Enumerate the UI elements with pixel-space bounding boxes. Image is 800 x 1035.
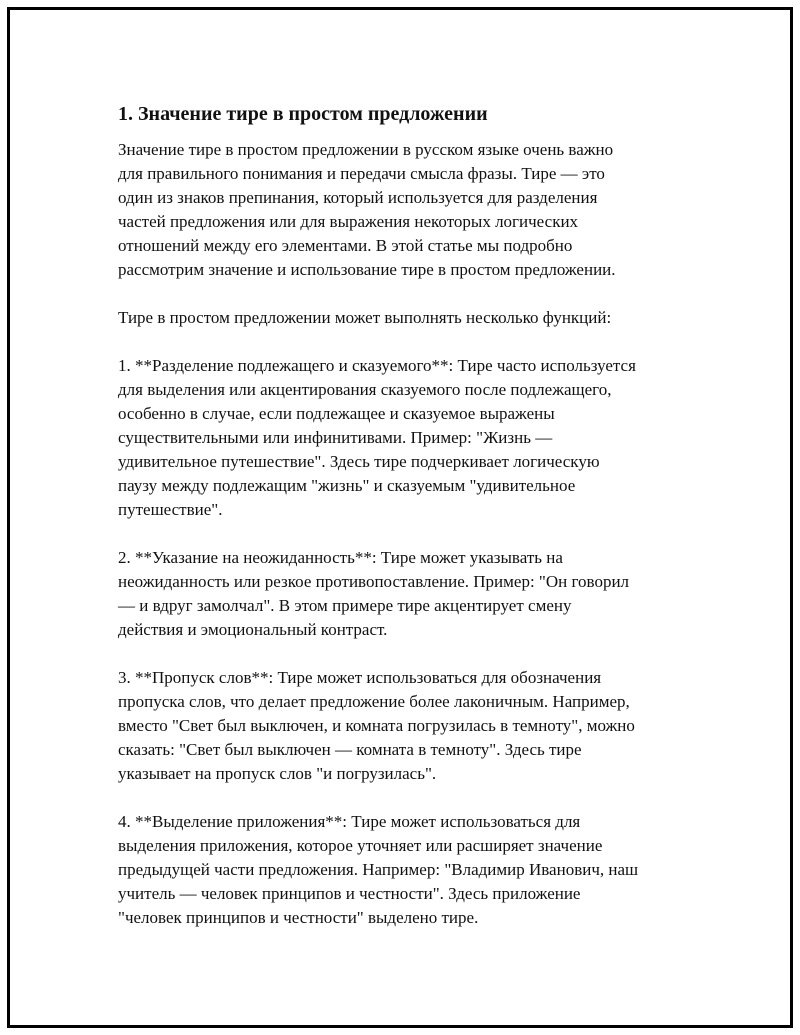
text-line: предыдущей части предложения. Например: "Владимир Иванович, наш xyxy=(118,860,639,879)
text-line: Значение тире в простом предложении в русском языке очень важно xyxy=(118,140,614,159)
text-line: путешествие". xyxy=(118,500,223,519)
text-line: 1. **Разделение подлежащего и сказуемого**: Тире часто используется xyxy=(118,356,636,375)
text-line: для правильного понимания и передачи смысла фразы. Тире — это xyxy=(118,164,605,183)
text-line: указывает на пропуск слов "и погрузилась". xyxy=(118,764,437,783)
text-line: выделения приложения, которое уточняет или расширяет значение xyxy=(118,836,603,855)
paragraph-intro xyxy=(118,138,698,282)
text-line: "человек принципов и честности" выделено тире. xyxy=(118,908,479,927)
text-line: неожиданность или резкое противопоставление. Пример: "Он говорил xyxy=(118,572,630,591)
text-line: особенно в случае, если подлежащее и сказуемое выражены xyxy=(118,404,555,423)
text-line: сказать: "Свет был выключен — комната в темноту". Здесь тире xyxy=(118,740,582,759)
text-line: действия и эмоциональный контраст. xyxy=(118,620,388,639)
paragraph-item-2 xyxy=(118,546,698,642)
text-line: паузу между подлежащим "жизнь" и сказуемым "удивительное xyxy=(118,476,576,495)
text-line: 3. **Пропуск слов**: Тире может использоваться для обозначения xyxy=(118,668,602,687)
text-line: отношений между его элементами. В этой статье мы подробно xyxy=(118,236,573,255)
text-line: Тире в простом предложении может выполнять несколько функций: xyxy=(118,308,612,327)
paragraph-functions-intro xyxy=(118,306,698,330)
section-title: 1. Значение тире в простом предложении xyxy=(118,103,488,125)
text-line: один из знаков препинания, который используется для разделения xyxy=(118,188,598,207)
text-line: частей предложения или для выражения некоторых логических xyxy=(118,212,579,231)
text-line: учитель — человек принципов и честности". Здесь приложение xyxy=(118,884,581,903)
paragraph-item-3 xyxy=(118,666,698,786)
text-line: пропуска слов, что делает предложение более лаконичным. Например, xyxy=(118,692,630,711)
text-line: 4. **Выделение приложения**: Тире может использоваться для xyxy=(118,812,581,831)
page-frame xyxy=(7,7,793,1028)
text-line: удивительное путешествие". Здесь тире подчеркивает логическую xyxy=(118,452,600,471)
text-line: для выделения или акцентирования сказуемого после подлежащего, xyxy=(118,380,612,399)
text-line: рассмотрим значение и использование тире в простом предложении. xyxy=(118,260,616,279)
text-line: — и вдруг замолчал". В этом примере тире акцентирует смену xyxy=(118,596,572,615)
text-line: 2. **Указание на неожиданность**: Тире может указывать на xyxy=(118,548,563,567)
paragraph-item-1 xyxy=(118,354,698,522)
paragraph-item-4 xyxy=(118,810,698,930)
text-line: существительными или инфинитивами. Пример: "Жизнь — xyxy=(118,428,553,447)
text-line: вместо "Свет был выключен, и комната погрузилась в темноту", можно xyxy=(118,716,635,735)
document-body xyxy=(118,100,698,954)
